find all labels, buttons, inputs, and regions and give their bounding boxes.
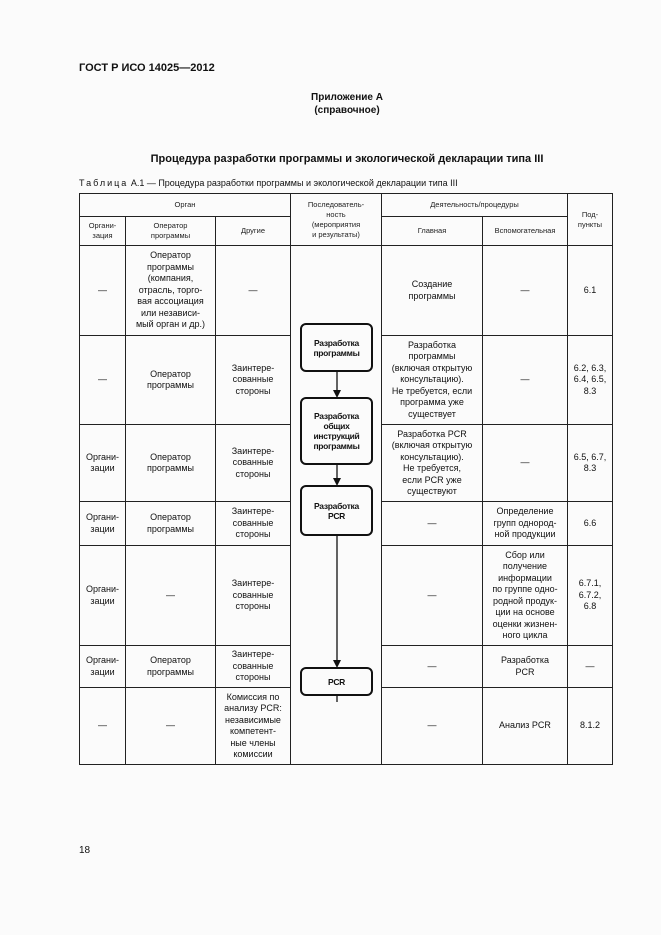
row-1-organization: — [98,284,107,295]
row-6-subclauses: — [585,660,595,671]
row-1-main: Создание программы [408,279,456,301]
row-5-others: Заинтере- сованные стороны [231,578,275,612]
row-2-main: Разработка программы (включая открытую консультацию). Не требуется, если программа уже существует [391,339,473,419]
row-5-operator: — [166,589,175,600]
section-heading: Процедура разработки программы и экологической декларации типа III [150,153,544,165]
flow-box-pcr: PCR [300,667,373,696]
page-number: 18 [79,845,91,856]
table-caption [79,178,458,188]
row-5-aux: Сбор или получение информации по группе одно- родной продук- ции на основе оценки жизнен- ного цикла [492,549,558,640]
row-5-subclauses: 6.7.1, 6.7.2, 6.8 [578,578,602,612]
row-5-main: — [427,589,437,600]
flow-box-program-development: Разработка программы [300,323,373,372]
row-7-operator: — [166,720,175,731]
row-6-main: — [427,660,437,671]
row-4-subclauses: 6.6 [583,517,597,528]
row-7-organization: — [98,720,107,731]
row-7-aux: Анализ PCR [499,720,551,731]
row-2-operator: Оператор программы [146,368,195,390]
row-4-main: — [427,517,437,528]
row-1-aux: — [520,284,530,295]
header-organization: Органи- зация [88,221,117,240]
header-operator: Оператор программы [150,221,191,240]
row-3-operator: Оператор программы [146,451,195,473]
row-2-subclauses: 6.2, 6.3, 6.4, 6.5, 8.3 [573,362,607,396]
header-others: Другие [240,226,265,235]
row-2-aux: — [520,374,530,385]
row-1-operator: Оператор программы (компания, отрасль, торго- вая ассоциация или независи- мый орган и др.) [135,250,206,330]
table-caption-label: Таблица [79,178,129,188]
row-3-others: Заинтере- сованные стороны [231,445,275,479]
header-main: Главная [417,226,447,235]
row-1-others: — [248,284,258,295]
header-sequence: Последователь- ность (мероприятия и результаты) [307,199,365,239]
row-4-organization: Органи- зации [85,512,120,534]
table-caption-text: А.1 — Процедура разработки программы и экологической декларации типа III [130,178,458,188]
flow-box-pcr-development: Разработка PCR [300,485,373,536]
row-4-aux: Определение групп однород- ной продукции [493,506,557,540]
row-6-aux: Разработка PCR [501,655,549,677]
row-4-operator: Оператор программы [146,512,195,534]
row-6-others: Заинтере- сованные стороны [231,649,275,683]
row-7-subclauses: 8.1.2 [579,720,601,731]
row-3-organization: Органи- зации [85,451,120,473]
flow-box-general-instructions: Разработка общих инструкций программы [300,397,373,465]
appendix-title: Приложение А [311,92,383,103]
row-6-organization: Органи- зации [85,655,120,677]
row-3-aux: — [520,457,530,468]
row-1-subclauses: 6.1 [583,284,597,295]
row-7-main: — [427,720,437,731]
row-3-subclauses: 6.5, 6.7, 8.3 [573,451,607,473]
appendix-title-block [200,91,494,117]
document-id: ГОСТ Р ИСО 14025—2012 [79,62,215,74]
row-2-others: Заинтере- сованные стороны [231,362,275,396]
header-organ: Орган [174,200,196,209]
row-7-others: Комиссия по анализу PCR: независимые компетент- ные члены комиссии [224,691,282,759]
row-5-organization: Органи- зации [85,584,120,606]
header-subclauses: Под- пункты [577,209,603,229]
row-6-operator: Оператор программы [146,655,195,677]
row-4-others: Заинтере- сованные стороны [231,506,275,540]
header-aux: Вспомогательная [494,226,556,235]
appendix-subtitle: (справочное) [314,105,380,116]
row-3-main: Разработка PCR (включая открытую консультацию). Не требуется, если PCR уже существуют [391,428,473,496]
header-activity: Деятельность/процедуры [430,200,519,209]
row-2-organization: — [98,374,107,385]
